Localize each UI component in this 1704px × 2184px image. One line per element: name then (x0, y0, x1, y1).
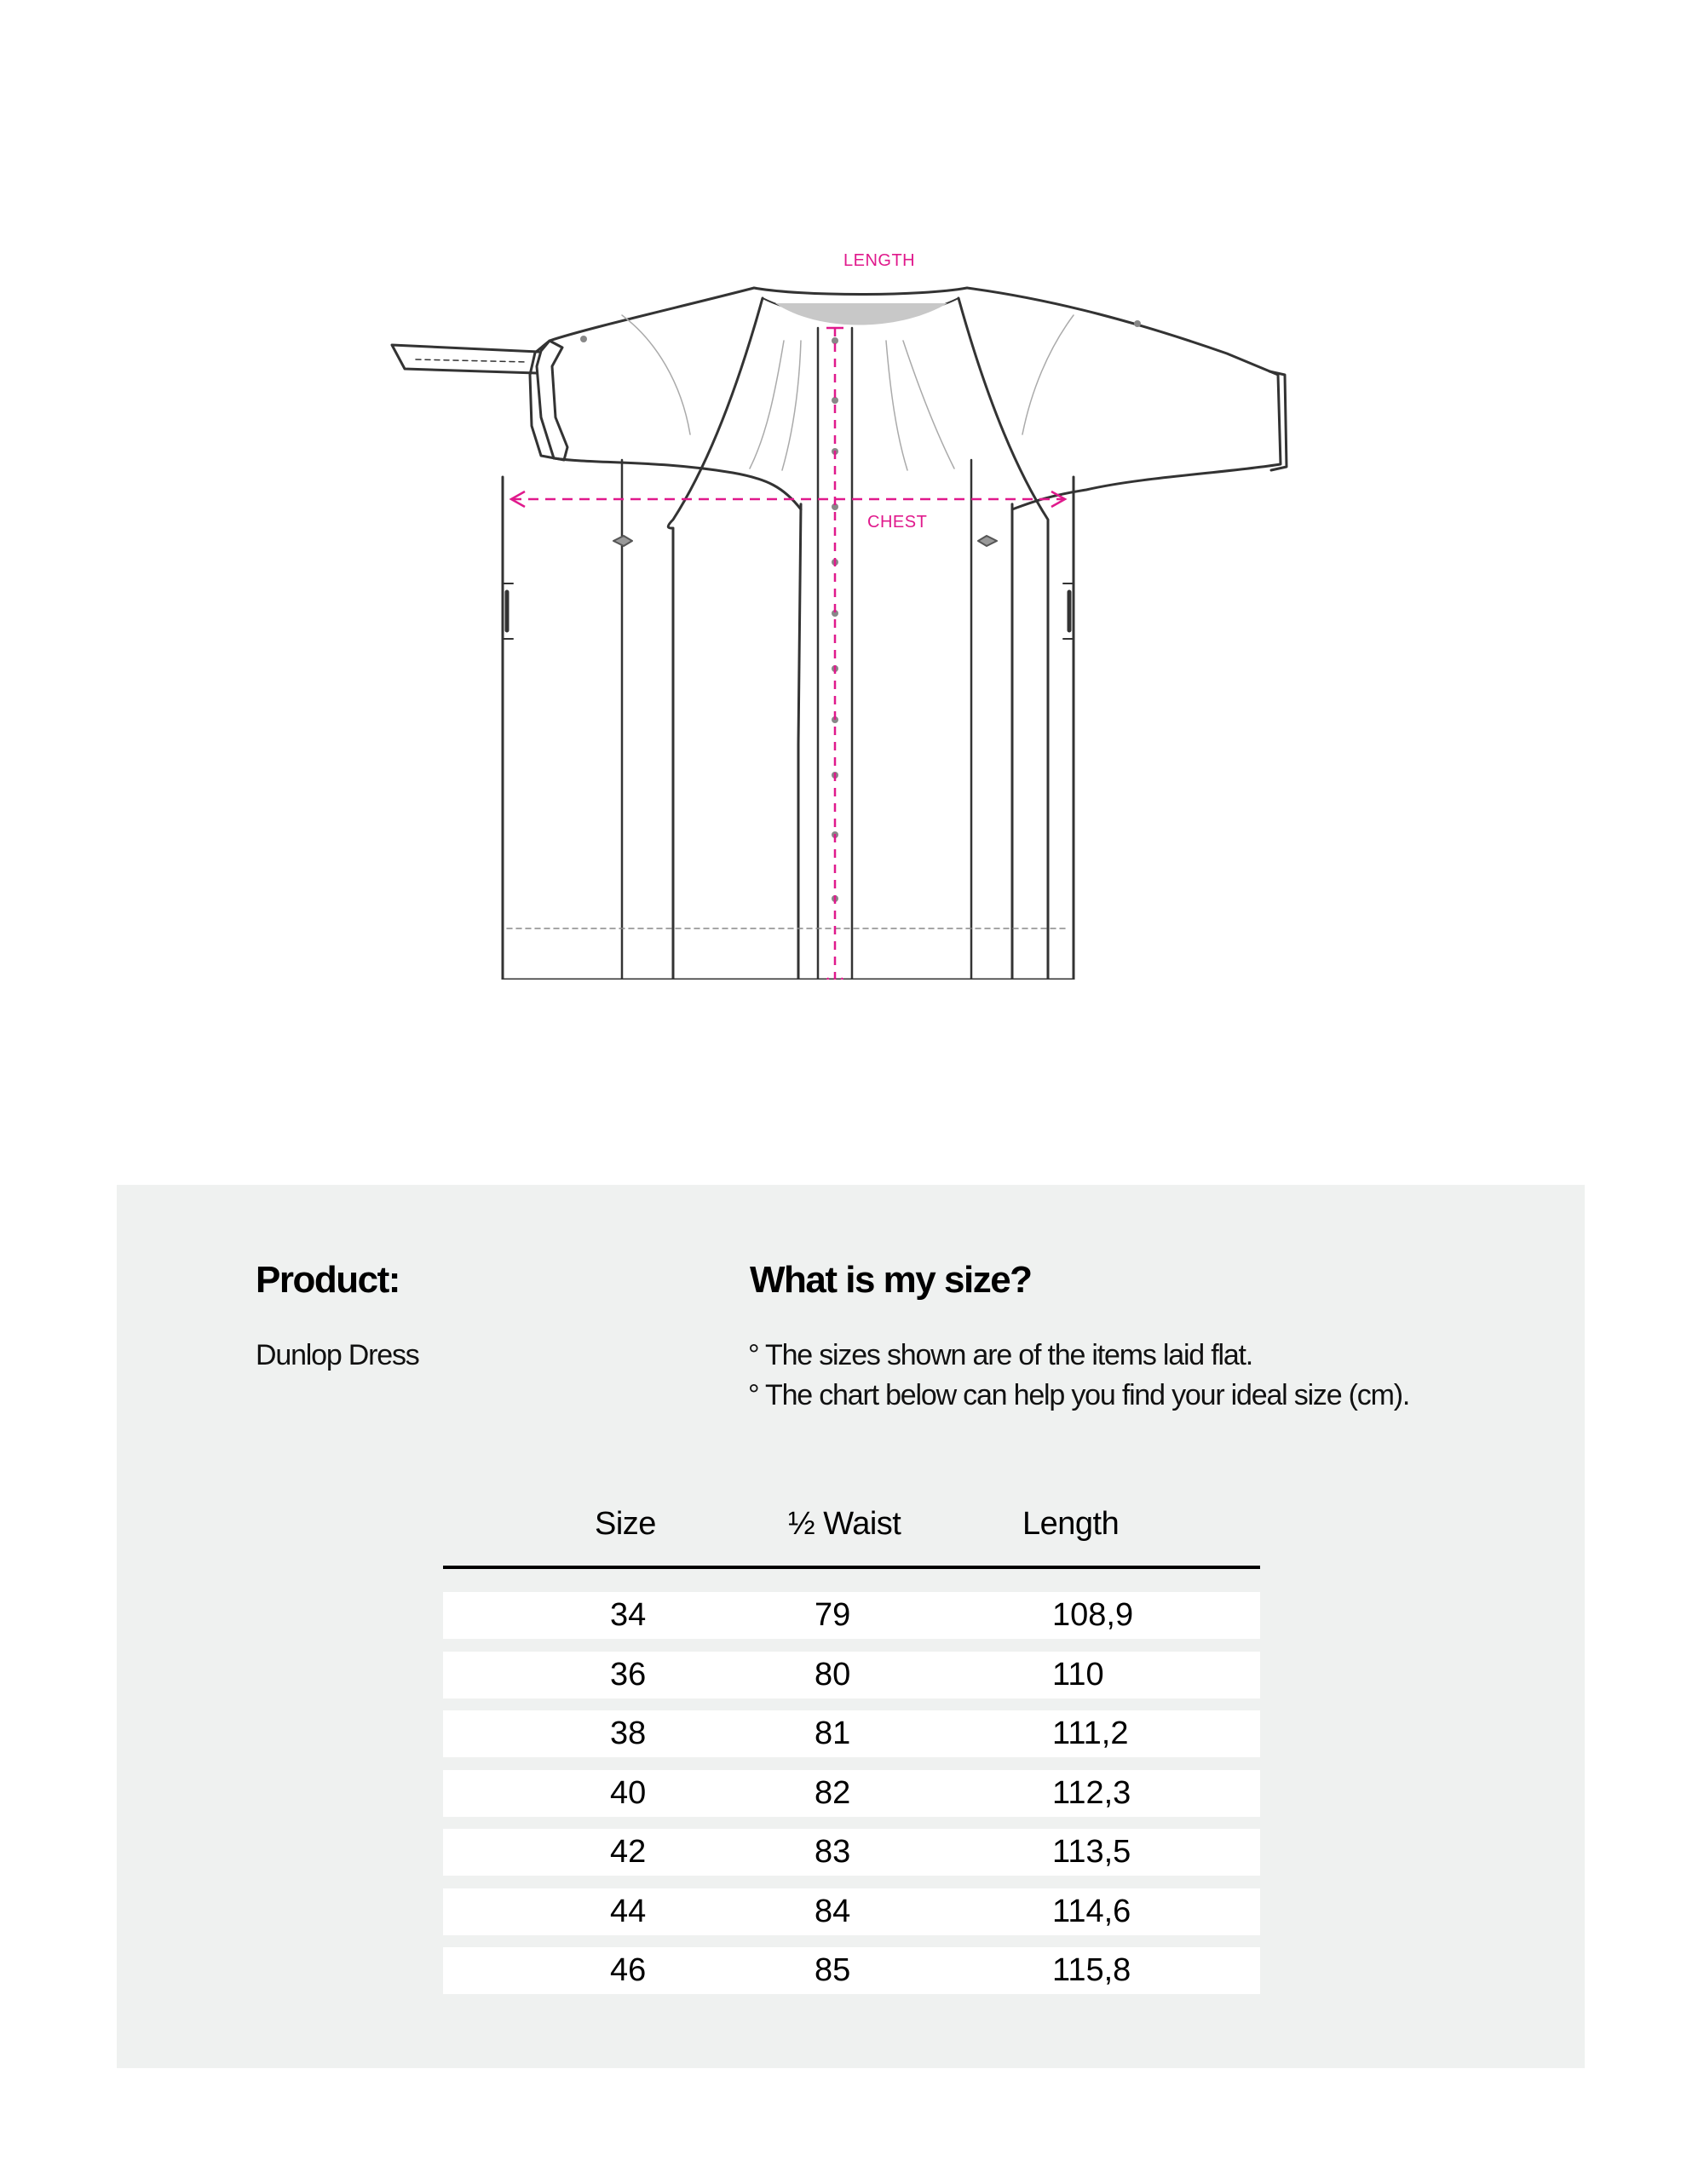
cell-length: 111,2 (1052, 1716, 1129, 1751)
cell-length: 113,5 (1052, 1834, 1131, 1870)
cell-length: 115,8 (1052, 1952, 1131, 1988)
cell-size: 34 (610, 1597, 647, 1633)
dress-diagram (375, 247, 1346, 980)
length-label: LENGTH (843, 251, 916, 270)
chest-label: CHEST (867, 513, 928, 532)
product-heading: Product: (256, 1259, 400, 1301)
size-note-chart: ° The chart below can help you find your ideal size (cm). (748, 1379, 1410, 1411)
cell-length: 110 (1052, 1656, 1104, 1693)
column-header-length: Length (1022, 1506, 1120, 1542)
table-row (443, 1592, 1260, 1639)
cell-size: 38 (610, 1716, 647, 1751)
cell-length: 108,9 (1052, 1597, 1134, 1633)
cell-size: 46 (610, 1952, 647, 1988)
cell-size: 36 (610, 1656, 647, 1693)
cell-half-waist: 84 (815, 1893, 851, 1929)
size-heading: What is my size? (750, 1259, 1032, 1301)
table-row (443, 1888, 1260, 1935)
table-row (443, 1770, 1260, 1817)
size-table-body (443, 1592, 1260, 2007)
cell-half-waist: 82 (815, 1774, 851, 1811)
product-name: Dunlop Dress (256, 1339, 419, 1371)
cell-size: 40 (610, 1774, 647, 1811)
column-header-size: Size (595, 1506, 656, 1542)
size-note-flat: ° The sizes shown are of the items laid flat. (748, 1339, 1253, 1371)
cell-half-waist: 79 (815, 1597, 851, 1633)
column-header-half-waist: ½ Waist (788, 1506, 901, 1542)
table-row (443, 1829, 1260, 1876)
cell-length: 114,6 (1052, 1893, 1131, 1929)
cell-half-waist: 81 (815, 1716, 851, 1751)
table-row (443, 1710, 1260, 1757)
cell-size: 42 (610, 1834, 647, 1870)
cell-half-waist: 85 (815, 1952, 851, 1988)
cell-size: 44 (610, 1893, 647, 1929)
cell-half-waist: 83 (815, 1834, 851, 1870)
dress-sketch-icon (375, 247, 1346, 980)
size-table-header (443, 1506, 1260, 1557)
header-divider (443, 1566, 1260, 1569)
table-row (443, 1652, 1260, 1698)
cell-half-waist: 80 (815, 1656, 851, 1693)
table-row (443, 1947, 1260, 1994)
cell-length: 112,3 (1052, 1774, 1131, 1811)
